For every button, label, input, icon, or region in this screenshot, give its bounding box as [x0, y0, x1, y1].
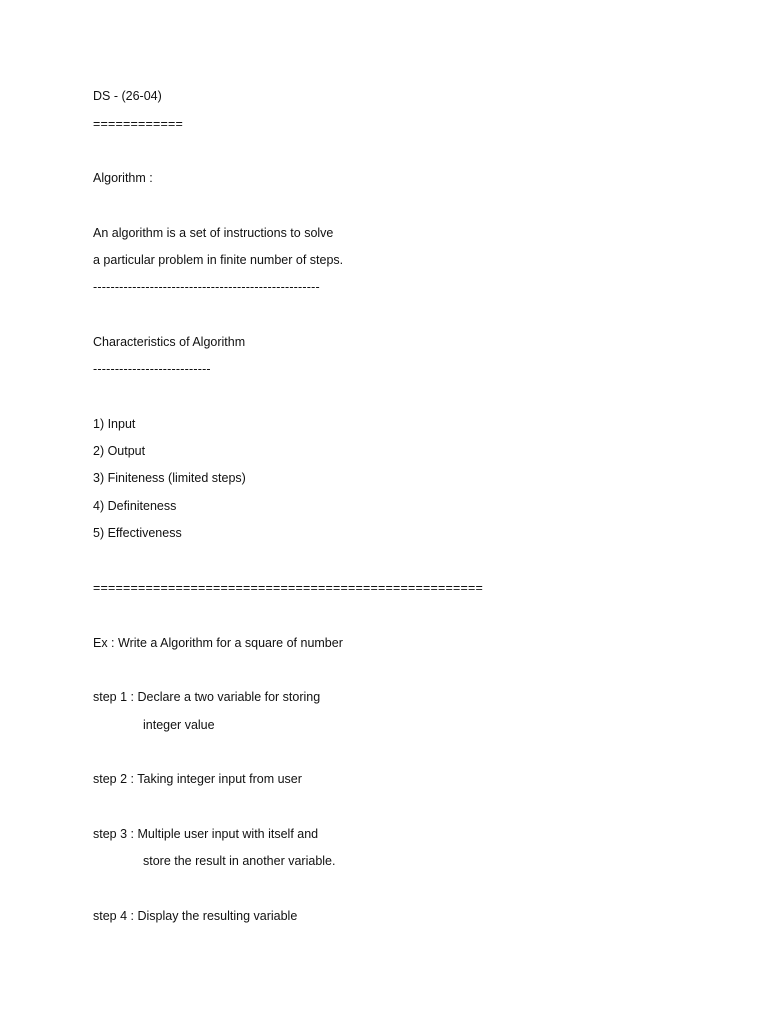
definition-line: An algorithm is a set of instructions to solve [93, 226, 334, 240]
section-heading: Algorithm : [93, 171, 153, 185]
step-continuation: integer value [143, 718, 215, 732]
step-line: step 3 : Multiple user input with itself and [93, 827, 319, 841]
step-line: step 4 : Display the resulting variable [93, 909, 298, 923]
step-line: step 1 : Declare a two variable for storing [93, 690, 321, 704]
characteristic-item: 5) Effectiveness [93, 526, 182, 540]
separator-dashes: ---------------------------------------------------- [93, 280, 320, 294]
characteristic-item: 1) Input [93, 417, 136, 431]
characteristics-heading: Characteristics of Algorithm [93, 335, 246, 349]
step-continuation: store the result in another variable. [143, 854, 336, 868]
step-line: step 2 : Taking integer input from user [93, 772, 302, 786]
definition-line: a particular problem in finite number of steps. [93, 253, 344, 267]
example-title: Ex : Write a Algorithm for a square of number [93, 636, 343, 650]
separator-equals: ==================================================== [93, 581, 483, 595]
page-title: DS - (26-04) [93, 89, 162, 103]
characteristic-item: 4) Definiteness [93, 499, 177, 513]
characteristic-item: 2) Output [93, 444, 146, 458]
title-underline: ============ [93, 117, 183, 131]
characteristics-underline: --------------------------- [93, 362, 211, 376]
characteristic-item: 3) Finiteness (limited steps) [93, 471, 246, 485]
